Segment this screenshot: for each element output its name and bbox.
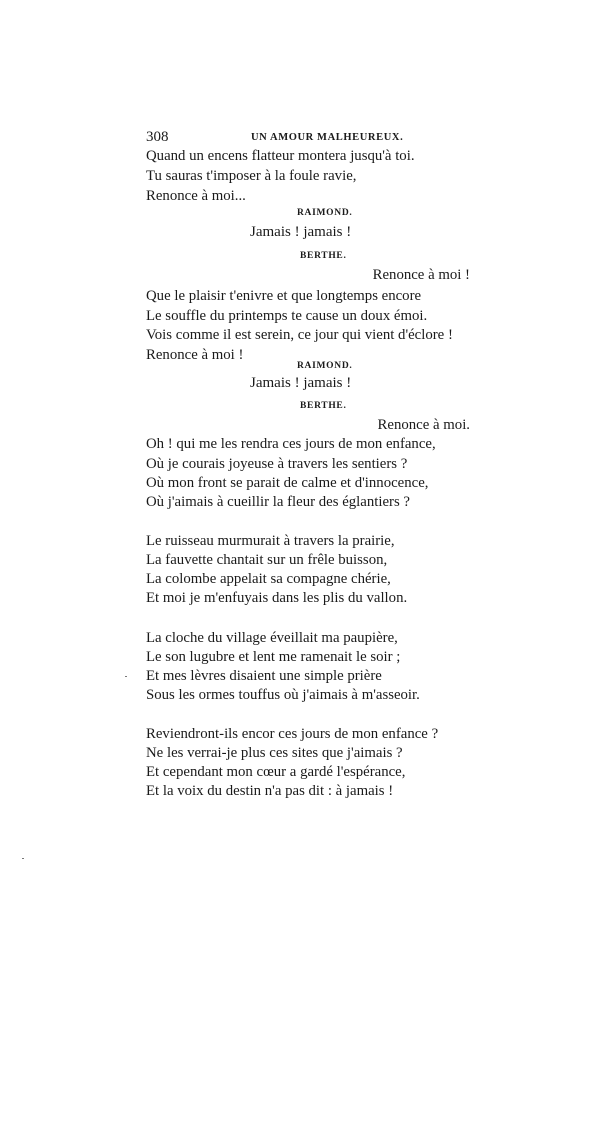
- poem-line: Oh ! qui me les rendra ces jours de mon enfance,: [146, 436, 436, 452]
- poem-line: La fauvette chantait sur un frêle buisson,: [146, 552, 388, 568]
- verse-line: Que le plaisir t'enivre et que longtemps encore: [146, 288, 422, 304]
- poem-line: Et moi je m'enfuyais dans les plis du vallon.: [146, 590, 408, 606]
- poem-line: Le ruisseau murmurait à travers la prairie,: [146, 533, 395, 549]
- verse-line: Quand un encens flatteur montera jusqu'à toi.: [146, 148, 415, 164]
- poem-line: La cloche du village éveillait ma paupière,: [146, 630, 398, 646]
- speaker-name: BERTHE.: [300, 401, 347, 411]
- page-header: [146, 129, 466, 149]
- poem-line: Et cependant mon cœur a gardé l'espérance,: [146, 764, 406, 780]
- verse-line: Tu sauras t'imposer à la foule ravie,: [146, 168, 357, 184]
- verse-line: Renonce à moi...: [146, 188, 246, 204]
- poem-line: Ne les verrai-je plus ces sites que j'aimais ?: [146, 745, 403, 761]
- speaker-name: RAIMOND.: [297, 208, 353, 218]
- poem-line: Reviendront-ils encor ces jours de mon enfance ?: [146, 726, 439, 742]
- refrain-line: Renonce à moi !: [372, 267, 470, 283]
- speaker-name: RAIMOND.: [297, 361, 353, 371]
- poem-line: Où mon front se parait de calme et d'innocence,: [146, 475, 429, 491]
- page-number: 308: [146, 129, 169, 145]
- poem-line: Le son lugubre et lent me ramenait le soir ;: [146, 649, 401, 665]
- poem-line: Et la voix du destin n'a pas dit : à jamais !: [146, 783, 394, 799]
- refrain-line: Renonce à moi.: [377, 417, 470, 433]
- dialogue-reply: Jamais ! jamais !: [250, 224, 352, 240]
- poem-line: Où j'aimais à cueillir la fleur des églantiers ?: [146, 494, 410, 510]
- poem-line: Où je courais joyeuse à travers les sentiers ?: [146, 456, 408, 472]
- running-title: UN AMOUR MALHEUREUX.: [251, 132, 404, 143]
- verse-line: Vois comme il est serein, ce jour qui vient d'éclore !: [146, 327, 453, 343]
- poem-line: Sous les ormes touffus où j'aimais à m'asseoir.: [146, 687, 420, 703]
- dialogue-reply: Jamais ! jamais !: [250, 375, 352, 391]
- speaker-name: BERTHE.: [300, 251, 347, 261]
- poem-line: Et mes lèvres disaient une simple prière: [146, 668, 382, 684]
- verse-line: Le souffle du printemps te cause un doux émoi.: [146, 308, 428, 324]
- scan-speck: [22, 858, 24, 859]
- verse-line: Renonce à moi !: [146, 347, 244, 363]
- scan-speck: [125, 676, 127, 677]
- poem-line: La colombe appelait sa compagne chérie,: [146, 571, 391, 587]
